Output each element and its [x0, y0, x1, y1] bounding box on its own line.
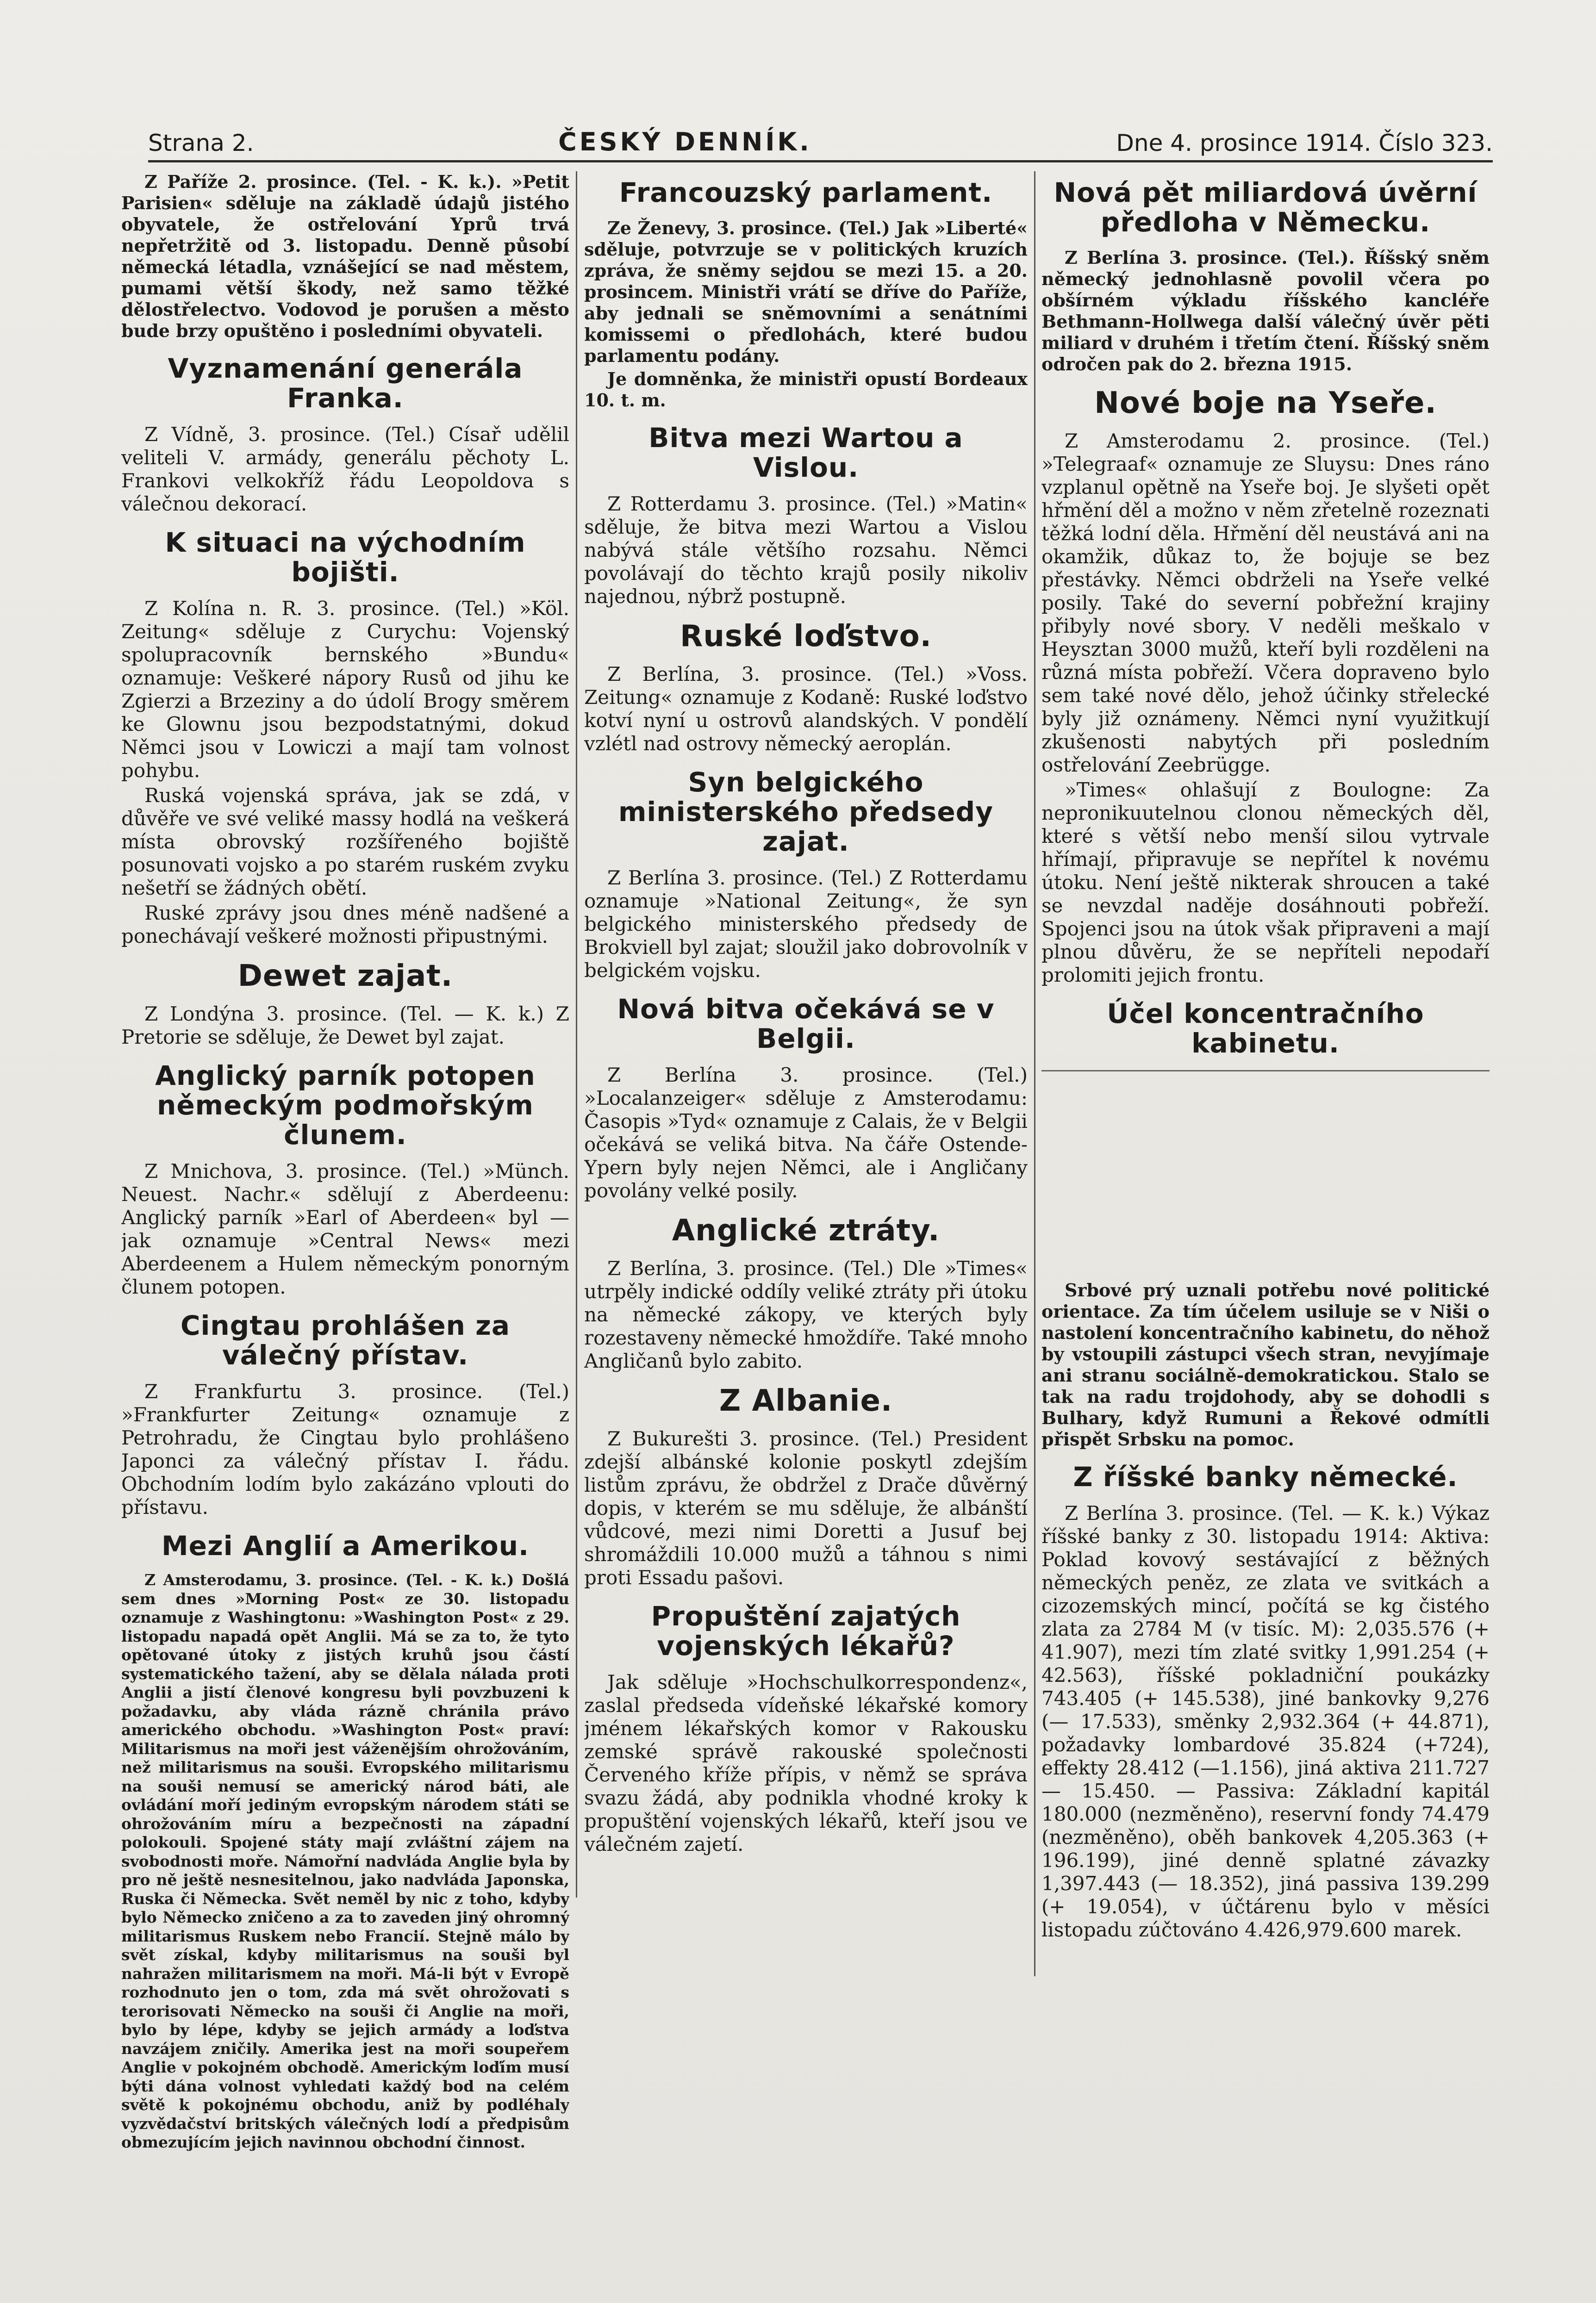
- page-number: Strana 2.: [148, 130, 254, 156]
- article-headline: Syn belgického ministerského předsedy zajat.: [618, 766, 994, 857]
- column-2: [584, 171, 1028, 2282]
- article-paragraph: Je domněnka, že ministři opustí Bordeaux 10. t. m.: [584, 368, 1028, 411]
- article-paragraph: Srbové prý uznali potřebu nové politické orientace. Za tím účelem usiluje se v Niši o nastolení koncentračního kabinetu, do něhož by vstoupili zástupci všech stran, nevyjímaje ani stranu sociálně-demokratickou. Stalo se tak na radu trojdohody, aby se dohodli s Bulhary, když Rumuni a Řekové odmítli přispět Srbsku na pomoc.: [1041, 1280, 1490, 1450]
- article-paragraph: Z Berlína 3. prosince. (Tel.) Z Rotterdamu oznamuje »National Zeitung«, že syn belgického ministerského předsedy de Brokviell byl zajat; sloužil jako dobrovolník v belgickém vojsku.: [584, 866, 1028, 982]
- faded-area: [1041, 1085, 1490, 1280]
- section-rule: [1041, 1070, 1490, 1071]
- article-headline: Ruské loďstvo.: [680, 619, 932, 654]
- column-divider: [1034, 171, 1035, 1976]
- article: [584, 1214, 1028, 1373]
- article-paragraph: Z Berlína 3. prosince. (Tel. — K. k.) Výkaz říšské banky z 30. listopadu 1914: Aktiva: Poklad kovový sestávající z běžných německých peněz, ze zlata ve svitkách a cizozemských mincí, počítá se kg čistého zlata za 2784 M (v tisíc. M): 2,035.576 (+ 41.907), mezi tím zlaté svitky 1,991.254 (+ 42.563), říšské pokladniční poukázky 743.405 (+ 145.538), jiné bankovky 9,276 (— 17.533), směnky 2,932.364 (+ 44.871), požadavky lombardové 35.824 (+724), effekty 28.412 (—1.156), jiná aktiva 211.727 — 15.450. — Passiva: Základní kapitál 180.000 (nezměněno), reservní fondy 74.479 (nezměněno), oběh bankovek 4,205.363 (+ 196.199), jiné denně splatné závazky 1,397.443 (— 18.352), jiná passiva 139.299 (+ 19.054), v účtárenu bylo v měsíci listopadu zúčtováno 4.426,979.600 marek.: [1041, 1502, 1490, 1941]
- article: [121, 171, 569, 342]
- article-headline: Vyznamenání generála Franka.: [168, 353, 523, 414]
- article-paragraph: Z Berlína 3. prosince. (Tel.). Říšský sněm německý jednohlasně povolil včera po obšírném výkladu říšského kancléře Bethmann-Hollwega další válečný úvěr pěti miliard v druhém i třetím čtení. Říšský sněm odročen pak do 2. března 1915.: [1041, 247, 1490, 374]
- article: [1041, 1280, 1490, 1450]
- article-headline: Nová pět miliardová úvěrní předloha v Německu.: [1054, 177, 1478, 238]
- article-paragraph: Ruská vojenská správa, jak se zdá, v důvěře ve své veliké massy hodlá na veškerá místa obrovský rozšířeného bojiště posunovati vojsko a po starém ruském zvyku nešetří se žádných obětí.: [121, 784, 569, 899]
- article-headline: Z říšské banky německé.: [1073, 1461, 1458, 1493]
- article-headline: Anglický parník potopen německým podmořským člunem.: [155, 1060, 536, 1151]
- article-headline: Nové boje na Yseře.: [1094, 386, 1437, 420]
- article-headline: Účel koncentračního kabinetu.: [1107, 998, 1424, 1059]
- article-paragraph: Z Frankfurtu 3. prosince. (Tel.) »Frankfurter Zeitung« oznamuje z Petrohradu, že Cingtau bylo prohlášeno Japonci za válečný přístav I. řádu. Obchodním lodím bylo zakázáno vplouti do přístavu.: [121, 1380, 569, 1519]
- masthead: [148, 121, 1493, 162]
- article-headline: Dewet zajat.: [237, 959, 453, 993]
- article-paragraph: Z Rotterdamu 3. prosince. (Tel.) »Matin« sděluje, že bitva mezi Wartou a Vislou nabývá stále většího rozsahu. Němci povolávají do těchto krajů posily nikoliv najednou, nýbrž postupně.: [584, 492, 1028, 608]
- article-paragraph: Jak sděluje »Hochschulkorrespondenz«, zaslal předseda vídeňské lékařské komory jménem lékařských komor v Rakousku zemské správě rakouské společnosti Červeného kříže přípis, v němž se správa svazu žádá, aby podnikla vhodné kroky k propuštění vojenských lékařů, kteří jsou ve válečném zajetí.: [584, 1671, 1028, 1855]
- article-headline: Francouzský parlament.: [619, 177, 993, 208]
- article-headline: Cingtau prohlášen za válečný přístav.: [180, 1310, 511, 1371]
- article: [584, 423, 1028, 608]
- article-paragraph: Z Vídně, 3. prosince. (Tel.) Císař udělil veliteli V. armády, generálu pěchoty L. Frankovi velkokříž řádu Leopoldova s válečnou dekorací.: [121, 423, 569, 515]
- article: [584, 178, 1028, 411]
- column-3: [1041, 171, 1490, 2282]
- article-paragraph: Z Berlína, 3. prosince. (Tel.) »Voss. Zeitung« oznamuje z Kodaně: Ruské loďstvo kotví nyní u ostrovů alandských. V pondělí vzlétl nad ostrovy německý aeroplán.: [584, 663, 1028, 755]
- article-headline: Mezi Anglií a Amerikou.: [161, 1530, 530, 1562]
- article-headline: K situaci na východním bojišti.: [165, 527, 526, 588]
- article-paragraph: Z Paříže 2. prosince. (Tel. - K. k.). »Petit Parisien« sděluje na základě údajů jistého obyvatele, že ostřelování Yprů trvá nepřetržitě od 3. listopadu. Denně působí německá létadla, vznášející se nad městem, pumami větší škody, než samo těžké dělostřelectvo. Vodovod je porušen a město bude brzy opuštěno i posledními obyvateli.: [121, 171, 569, 341]
- column-divider: [576, 171, 577, 1898]
- article: [584, 767, 1028, 982]
- article: [584, 620, 1028, 755]
- article: [1041, 387, 1490, 987]
- article-headline: Propuštění zajatých vojenských lékařů?: [651, 1600, 961, 1662]
- article-paragraph: Z Londýna 3. prosince. (Tel. — K. k.) Z Pretorie se sděluje, že Dewet byl zajat.: [121, 1002, 569, 1048]
- article-paragraph: Ruské zprávy jsou dnes méně nadšené a ponechávají veškeré možnosti připustnými.: [121, 902, 569, 947]
- article-headline: Nová bitva očekává se v Belgii.: [617, 993, 995, 1054]
- article-paragraph: »Times« ohlašují z Boulogne: Za nepronikuutelnou clonou německých děl, které s větší nebo menší silou vytrvale hřímají, připravuje se nepřítel k novému útoku. Není ještě nikterak shroucen a také se nevzdal naděje dosáhnouti pobřeží. Spojenci jsou na útok však připraveni a mají plnou důvěru, že se nepříteli nepodaří prolomiti jejich frontu.: [1041, 778, 1490, 986]
- article: [121, 1061, 569, 1299]
- article: [584, 1385, 1028, 1589]
- article: [584, 994, 1028, 1202]
- article-paragraph: Ze Ženevy, 3. prosince. (Tel.) Jak »Liberté« sděluje, potvrzuje se v politických kruzích zpráva, že sněmy sejdou se mezi 15. a 20. prosincem. Ministři vrátí se dříve do Paříže, aby jednali se sněmovními a senátními komissemi o předlohách, které budou parlamentu podány.: [584, 218, 1028, 366]
- article-headline: Anglické ztráty.: [672, 1214, 940, 1248]
- column-1: [121, 171, 569, 2282]
- article-paragraph: Z Berlína, 3. prosince. (Tel.) Dle »Times« utrpěly indické oddíly veliké ztráty při útoku na německé zákopy, ve kterých byly rozestaveny německé hmoždíře. Také mnoho Angličanů bylo zabito.: [584, 1257, 1028, 1372]
- article: [1041, 999, 1490, 1058]
- newspaper-title: ČESKÝ DENNÍK.: [558, 127, 812, 156]
- article: [584, 1601, 1028, 1856]
- article: [121, 1531, 569, 2152]
- article-paragraph: Z Kolína n. R. 3. prosince. (Tel.) »Köl. Zeitung« sděluje z Curychu: Vojenský spolupracovník bernského »Bundu« oznamuje: Veškeré nápory Rusů od jihu ke Zgierzi a Brzeziny a do údolí Brogy směrem ke Glownu jsou bezpodstatnými, dokud Němci jsou v Lowiczi a mají tam volnost pohybu.: [121, 597, 569, 782]
- article-paragraph: Z Berlína 3. prosince. (Tel.) »Localanzeiger« sděluje z Amsterodamu: Časopis »Tyd« oznamuje z Calais, že v Belgii očekává se veliká bitva. Na čáře Ostende-Ypern byly nejen Němci, ale i Angličany povolány velké posily.: [584, 1064, 1028, 1202]
- article-headline: Bitva mezi Wartou a Vislou.: [648, 422, 963, 483]
- article-paragraph: Z Amsterodamu, 3. prosince. (Tel. - K. k.) Došlá sem dnes »Morning Post« ze 30. listopadu oznamuje z Washingtonu: »Washington Post« z 29. listopadu napadá opět Anglii. Má se za to, že tyto opětované útoky z jistých kruhů jsou částí systematického tažení, aby se dělala nálada proti Anglii a jistí členové kongresu byli povzbuzeni k požadavku, aby vláda rázně chránila právo amerického obchodu. »Washington Post« praví: Militarismus na moři jest váženějším ohrožováním, než militarismus na souši. Evropského militarismu na souši nemusí se americký národ báti, ale ovládání moří jediným evropským národem státi se ohrožováním míru a bezpečnosti na západní polokouli. Spojené státy mají zvláštní zájem na svobodnosti moře. Námořní nadvláda Anglie byla by pro ně ještě nesnesitelnou, jako nadvláda Japonska, Ruska či Německa. Svět neměl by nic z toho, kdyby bylo Německo zničeno a za to zaveden jiný ohromný militarismus Ruskem nebo Francií. Stejně málo by svět získal, kdyby militarismus na souši byl nahražen militarismem na moři. Má-li být v Evropě rozhodnuto jen o tom, zda má svět ohrožovati s terorisovati Německo na souši či Anglie na moři, bylo by lépe, kdyby se jejich armády a loďstva navzájem zničily. Amerika jest na moři soupeřem Anglie v pokojném obchodě. Americkým loďím musí býti dána volnost vyhledati každý bod na celém světě k pokojnému obchodu, aniž by podléhaly vyzvědačství britských válečných lodí a předpisům obmezujícím jejich navinnou obchodní činnost.: [121, 1571, 569, 2151]
- article: [121, 1311, 569, 1519]
- article: [1041, 1462, 1490, 1942]
- article-paragraph: Z Bukurešti 3. prosince. (Tel.) President zdejší albánské kolonie poskytl zdejším listům zprávu, že obdržel z Drače důvěrný dopis, v kterém se mu sděluje, že albánští vůdcové, mezi nimi Doretti a Jusuf bej shromáždili 10.000 mužů a táhnou s nimi proti Essadu pašovi.: [584, 1427, 1028, 1589]
- article-headline: Z Albanie.: [719, 1384, 893, 1418]
- article-paragraph: Z Mnichova, 3. prosince. (Tel.) »Münch. Neuest. Nachr.« sdělují z Aberdeenu: Anglický parník »Earl of Aberdeen« byl — jak oznamuje »Central News« mezi Aberdeenem a Hulem německým ponorným člunem potopen.: [121, 1160, 569, 1298]
- article: [121, 528, 569, 948]
- article: [121, 354, 569, 516]
- article-paragraph: Z Amsterodamu 2. prosince. (Tel.) »Telegraaf« oznamuje ze Sluysu: Dnes ráno vzplanul opětně na Yseře boj. Je slyšeti opět hřmění děl a možno v něm zřetelně rozeznati těžká lodní děla. Hřmění děl neustává ani na okamžik, důkaz to, že bojuje se bez přestávky. Němci obdrželi na Yseře velké posily. Také do severní pobřežní krajiny přibyly nové sbory. V neděli meškalo v Heysztan 3000 mužů, kteří byli rozděleni na různá místa pobřeží. Včera dopraveno bylo sem také nové dělo, jehož účinky střelecké byly již oznámeny. Němci nyní využitkují zkušenosti nabytých při posledním ostřelování Zeebrügge.: [1041, 429, 1490, 776]
- issue-date: Dne 4. prosince 1914. Číslo 323.: [1116, 130, 1493, 156]
- article: [1041, 178, 1490, 375]
- article: [121, 960, 569, 1049]
